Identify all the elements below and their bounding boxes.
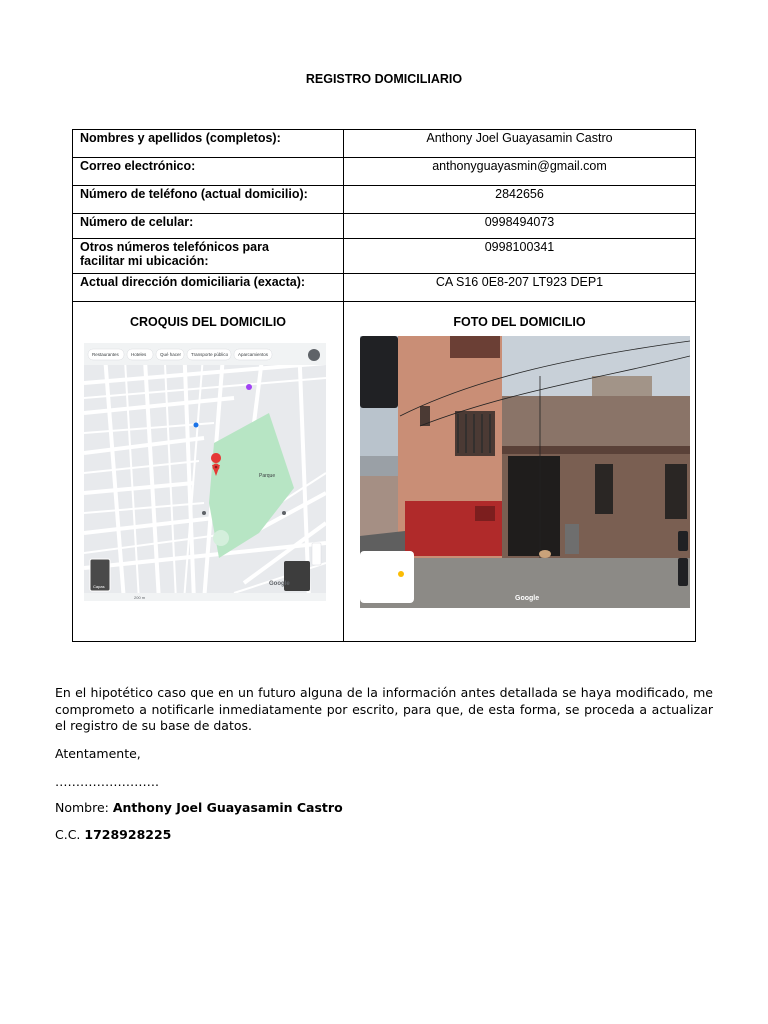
id-line [55, 827, 713, 844]
field-label [73, 186, 344, 214]
map-chip-transit[interactable]: Transporte público [191, 352, 229, 357]
field-value [344, 130, 696, 158]
layers-label: Capas [93, 584, 105, 589]
park-label: Parque [259, 473, 276, 479]
photo-heading: FOTO DEL DOMICILIO [453, 315, 586, 329]
mobile-value: 0998494073 [484, 215, 555, 229]
table-row [73, 239, 696, 274]
field-value [344, 186, 696, 214]
label-text: Nombres y apellidos (completos): [80, 131, 281, 145]
minimap-button[interactable] [360, 551, 414, 603]
pegman-icon [398, 571, 404, 577]
other-phone-value: 0998100341 [484, 240, 555, 254]
field-label [73, 158, 344, 186]
map-chip-parking[interactable]: Aparcamientos [238, 352, 269, 357]
google-logo: Google [269, 581, 290, 587]
map-image [84, 343, 326, 601]
street-photo-image [360, 336, 690, 608]
signer-name: Anthony Joel Guayasamin Castro [112, 800, 343, 815]
label-text: Otros números telefónicos para facilitar mi ubicación: [80, 240, 269, 268]
poi-icon [246, 384, 252, 390]
email-value: anthonyguayasmin@gmail.com [432, 159, 607, 173]
field-label [73, 239, 344, 274]
table-row [73, 130, 696, 158]
document-title: REGISTRO DOMICILIARIO [305, 72, 463, 86]
full-name-value: Anthony Joel Guayasamin Castro [426, 131, 613, 145]
zoom-controls[interactable] [678, 558, 688, 586]
label-text: Actual dirección domiciliaria (exacta): [80, 275, 306, 289]
field-value [344, 214, 696, 239]
phone-value: 2842656 [495, 187, 544, 201]
field-value [344, 274, 696, 302]
label-text: Número de teléfono (actual domicilio): [80, 187, 308, 201]
poi-icon [194, 423, 199, 428]
field-value [344, 239, 696, 274]
poi-icon [202, 511, 206, 515]
table-row [73, 158, 696, 186]
photo-cell [344, 302, 696, 642]
field-label [73, 130, 344, 158]
poi-icon [282, 511, 286, 515]
id-label: C.C. [55, 827, 85, 842]
table-row [73, 214, 696, 239]
map-chip-restaurants[interactable]: Restaurantes [92, 352, 119, 357]
zoom-controls[interactable] [312, 543, 321, 565]
table-row [73, 302, 696, 642]
registration-table [72, 129, 696, 642]
id-number: 1728928225 [84, 827, 172, 842]
map-screenshot [84, 343, 326, 601]
field-value [344, 158, 696, 186]
address-value: CA S16 0E8-207 LT923 DEP1 [435, 275, 604, 289]
house-photo [360, 336, 690, 608]
sketch-heading: CROQUIS DEL DOMICILIO [129, 315, 287, 329]
house-door [508, 456, 560, 556]
declaration-paragraph: En el hipotético caso que en un futuro alguna de la información antes detallada se haya modificado, me comprometo a notificarle inmediatamente por escrito, para que, de esta forma, se proceda a actualizar el registro de su base de datos. [55, 685, 713, 733]
avatar-icon[interactable] [308, 349, 320, 361]
name-line [55, 800, 713, 817]
table-row [73, 186, 696, 214]
label-text: Número de celular: [80, 215, 194, 229]
field-label [73, 274, 344, 302]
scale-label: 200 m [134, 595, 146, 600]
street-view-info-panel[interactable] [360, 336, 398, 408]
compass-icon[interactable] [678, 531, 688, 551]
table-row [73, 274, 696, 302]
map-chip-hotels[interactable]: Hoteles [131, 352, 147, 357]
field-label [73, 214, 344, 239]
name-label: Nombre: [55, 800, 113, 815]
map-chip-things-to-do[interactable]: Qué hacer [160, 352, 182, 357]
label-text: Correo electrónico: [80, 159, 196, 173]
google-logo: Google [515, 595, 540, 602]
signature-line: ……………………. [55, 774, 159, 789]
closing-text: Atentamente, [55, 746, 141, 761]
sketch-cell [73, 302, 344, 642]
